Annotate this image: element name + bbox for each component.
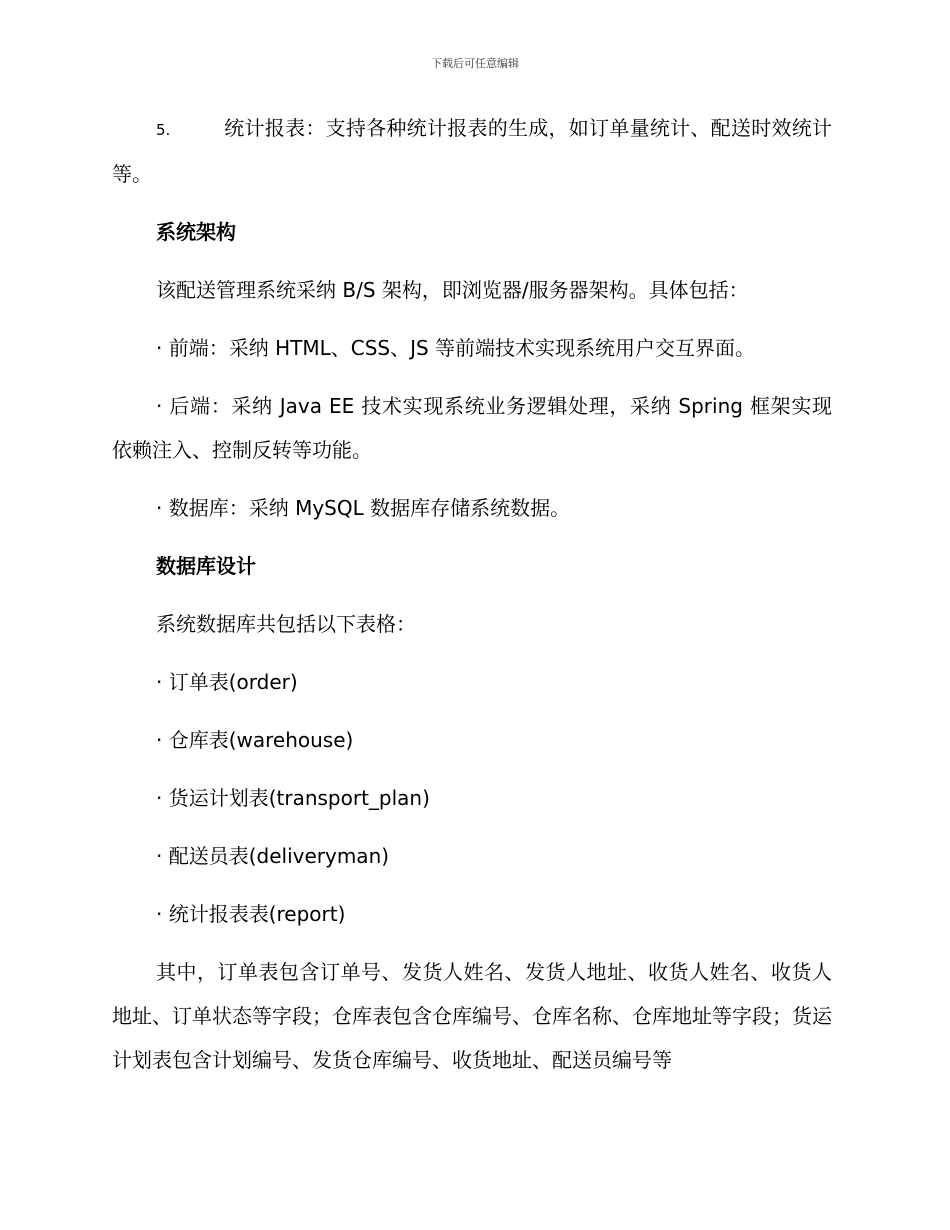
paragraph-table-fields: 其中，订单表包含订单号、发货人姓名、发货人地址、收货人姓名、收货人地址、订单状态等字段；仓库表包含仓库编号、仓库名称、仓库地址等字段；货运计划表包含计划编号、发货仓库编号、收货地址、配送员编号等 <box>112 960 832 1072</box>
paragraph-database-intro: 系统数据库共包括以下表格： <box>156 612 416 636</box>
document-body <box>112 106 832 1096</box>
paragraph-architecture-intro: 该配送管理系统采纳 B/S 架构，即浏览器/服务器架构。具体包括： <box>156 278 749 302</box>
list-item-text: 统计报表：支持各种统计报表的生成，如订单量统计、配送时效统计等。 <box>112 116 832 186</box>
bullet-table-warehouse: · 仓库表(warehouse) <box>156 728 354 752</box>
bullet-table-report: · 统计报表表(report) <box>156 902 346 926</box>
bullet-frontend: · 前端：采纳 HTML、CSS、JS 等前端技术实现系统用户交互界面。 <box>156 336 756 360</box>
bullet-table-deliveryman: · 配送员表(deliveryman) <box>156 844 390 868</box>
list-item-number: 5. <box>156 121 171 139</box>
bullet-table-transport-plan: · 货运计划表(transport_plan) <box>156 786 430 810</box>
section-heading-database-design: 数据库设计 <box>156 554 256 578</box>
page-header-note: 下载后可任意编辑 <box>431 57 519 70</box>
bullet-database: · 数据库：采纳 MySQL 数据库存储系统数据。 <box>156 496 571 520</box>
list-item-5 <box>112 106 832 196</box>
bullet-table-order: · 订单表(order) <box>156 670 298 694</box>
section-heading-architecture: 系统架构 <box>156 220 236 244</box>
bullet-backend: · 后端：采纳 Java EE 技术实现系统业务逻辑处理，采纳 Spring 框架实现依赖注入、控制反转等功能。 <box>112 394 832 462</box>
